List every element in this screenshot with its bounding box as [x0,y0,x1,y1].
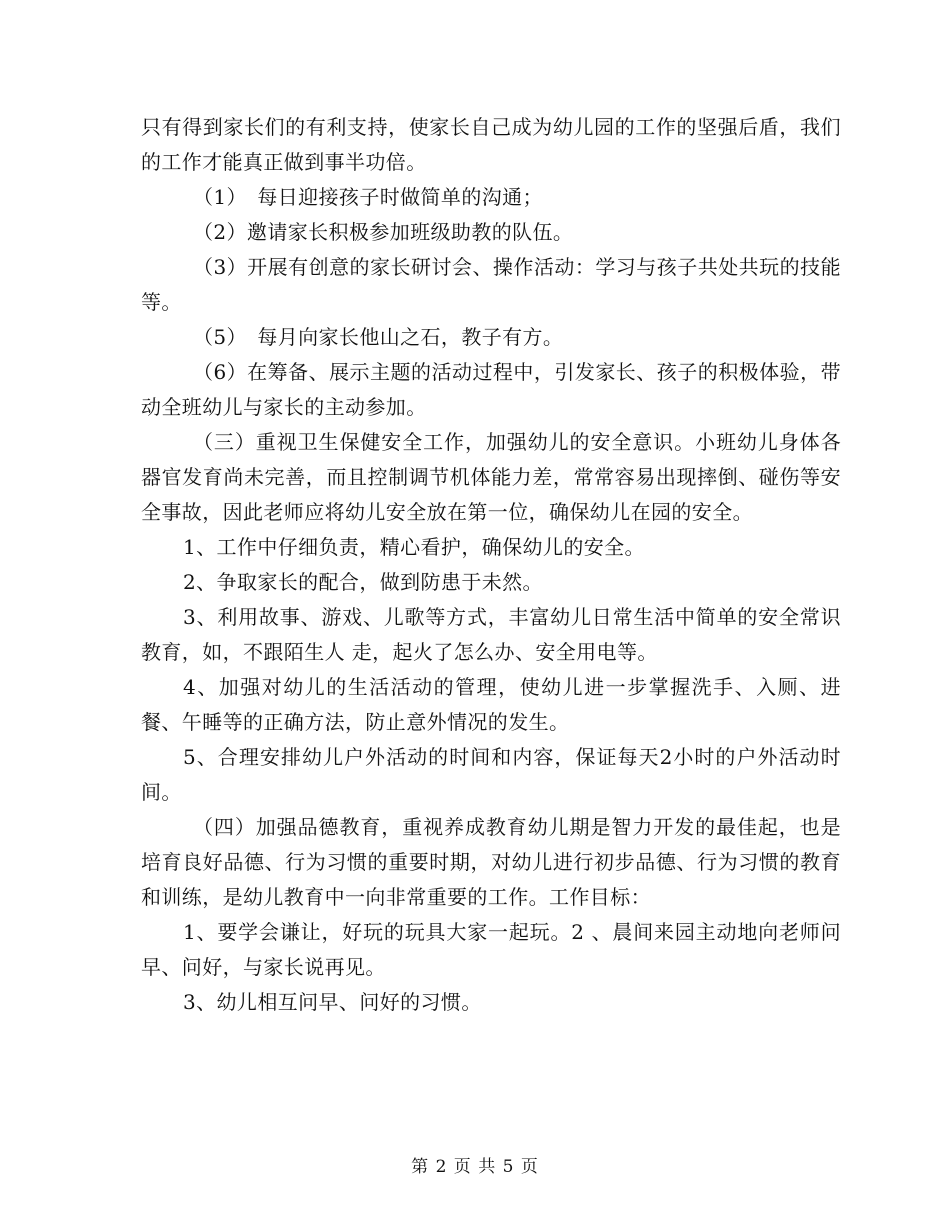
safety-item-3: 3、利用故事、游戏、儿歌等方式，丰富幼儿日常生活中简单的安全常识教育，如，不跟陌生人 走，起火了怎么办、安全用电等。 [141,605,841,664]
moral-item-3: 3、幼儿相互问早、问好的习惯。 [183,990,482,1014]
paragraph-item-1: （1） 每日迎接孩子时做简单的沟通； [193,185,543,209]
paragraph-item-3: （3）开展有创意的家长研讨会、操作活动：学习与孩子共处共玩的技能等。 [141,255,841,314]
moral-item-1: 1、要学会谦让，好玩的玩具大家一起玩。2 、晨间来园主动地向老师问早、问好，与家长说再见。 [141,920,841,979]
paragraph-continuation: 只有得到家长们的有利支持，使家长自己成为幼儿园的工作的坚强后盾，我们的工作才能真正做到事半功倍。 [141,115,841,174]
safety-item-4: 4、加强对幼儿的生活活动的管理，使幼儿进一步掌握洗手、入厕、进餐、午睡等的正确方法，防止意外情况的发生。 [141,675,841,734]
document-body [141,110,841,1020]
safety-item-5: 5、合理安排幼儿户外活动的时间和内容，保证每天2小时的户外活动时间。 [141,745,841,804]
paragraph-item-2: （2）邀请家长积极参加班级助教的队伍。 [193,220,574,244]
safety-item-2: 2、争取家长的配合，做到防患于未然。 [183,570,543,594]
page-footer [0,1152,950,1177]
paragraph-item-6: （6）在筹备、展示主题的活动过程中，引发家长、孩子的积极体验，带动全班幼儿与家长的主动参加。 [141,360,841,419]
paragraph-item-5: （5） 每月向家长他山之石，教子有方。 [193,325,564,349]
section-heading-moral: （四）加强品德教育，重视养成教育幼儿期是智力开发的最佳起，也是培育良好品德、行为习惯的重要时期，对幼儿进行初步品德、行为习惯的教育和训练，是幼儿教育中一向非常重要的工作。工作目标： [141,815,841,909]
page-number: 第 2 页 共 5 页 [411,1157,539,1177]
section-heading-safety: （三）重视卫生保健安全工作，加强幼儿的安全意识。小班幼儿身体各器官发育尚未完善，而且控制调节机体能力差，常常容易出现摔倒、碰伤等安全事故，因此老师应将幼儿安全放在第一位，确保幼儿在园的安全。 [141,430,841,524]
safety-item-1: 1、工作中仔细负责，精心看护，确保幼儿的安全。 [183,535,645,559]
